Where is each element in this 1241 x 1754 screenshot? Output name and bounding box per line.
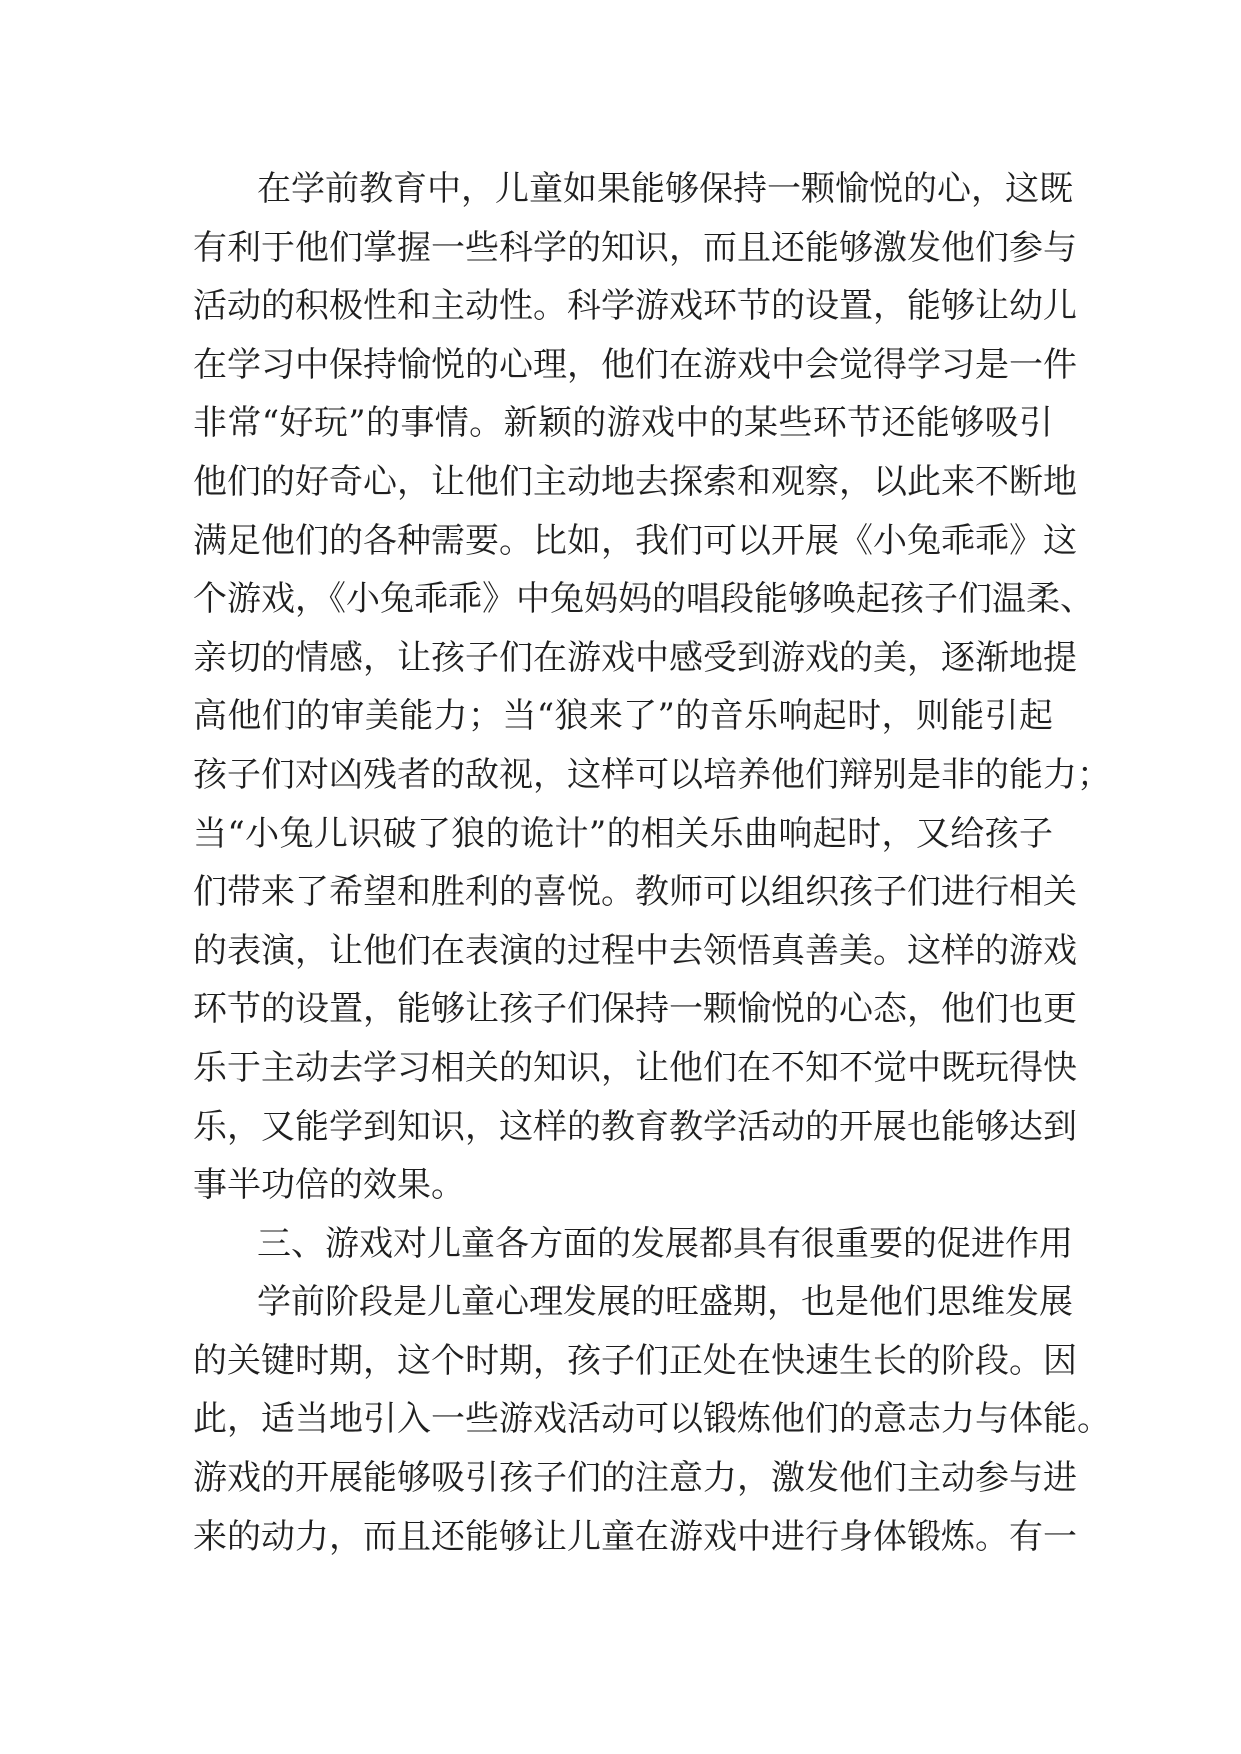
paragraph-line: 学前阶段是儿童心理发展的旺盛期，也是他们思维发展 [257,1282,1073,1323]
document-body [193,160,1111,1566]
paragraph-line: 当“小兔儿识破了狼的诡计”的相关乐曲响起时，又给孩子 [193,813,1053,854]
paragraph-line: 有利于他们掌握一些科学的知识，而且还能够激发他们参与 [193,227,1077,268]
paragraph-line: 乐，又能学到知识，这样的教育教学活动的开展也能够达到 [193,1106,1077,1147]
section-heading: 三、游戏对儿童各方面的发展都具有很重要的促进作用 [257,1223,1073,1264]
paragraph-line: 在学前教育中，儿童如果能够保持一颗愉悦的心，这既 [257,169,1073,209]
paragraph-line: 个游戏，《小兔乖乖》中兔妈妈的唱段能够唤起孩子们温柔、 [193,579,1094,620]
paragraph-line: 乐于主动去学习相关的知识，让他们在不知不觉中既玩得快 [193,1047,1077,1088]
paragraph-line: 亲切的情感，让孩子们在游戏中感受到游戏的美，逐渐地提 [193,637,1077,678]
paragraph-line: 环节的设置，能够让孩子们保持一颗愉悦的心态，他们也更 [193,989,1077,1030]
paragraph-line: 们带来了希望和胜利的喜悦。教师可以组织孩子们进行相关 [193,872,1077,913]
paragraph-line: 活动的积极性和主动性。科学游戏环节的设置，能够让幼儿 [193,286,1077,327]
paragraph-preschool-development [193,1273,1111,1566]
paragraph-line: 在学习中保持愉悦的心理，他们在游戏中会觉得学习是一件 [193,344,1077,385]
paragraph-line: 此，适当地引入一些游戏活动可以锻炼他们的意志力与体能。 [193,1399,1111,1440]
paragraph-line: 的关键时期，这个时期，孩子们正处在快速生长的阶段。因 [193,1340,1077,1381]
paragraph-line: 非常“好玩”的事情。新颖的游戏中的某些环节还能够吸引 [193,403,1053,444]
paragraph-play-and-learning [193,160,1111,1215]
paragraph-line: 孩子们对凶残者的敌视，这样可以培养他们辩别是非的能力； [193,754,1111,795]
paragraph-line: 满足他们的各种需要。比如，我们可以开展《小兔乖乖》这 [193,520,1077,561]
paragraph-line: 事半功倍的效果。 [193,1165,465,1206]
paragraph-line: 他们的好奇心，让他们主动地去探索和观察，以此来不断地 [193,461,1077,502]
paragraph-line: 的表演，让他们在表演的过程中去领悟真善美。这样的游戏 [193,930,1077,971]
paragraph-line: 游戏的开展能够吸引孩子们的注意力，激发他们主动参与进 [193,1458,1077,1499]
paragraph-line: 高他们的审美能力；当“狼来了”的音乐响起时，则能引起 [193,696,1053,737]
paragraph-line: 来的动力，而且还能够让儿童在游戏中进行身体锻炼。有一 [193,1516,1077,1557]
